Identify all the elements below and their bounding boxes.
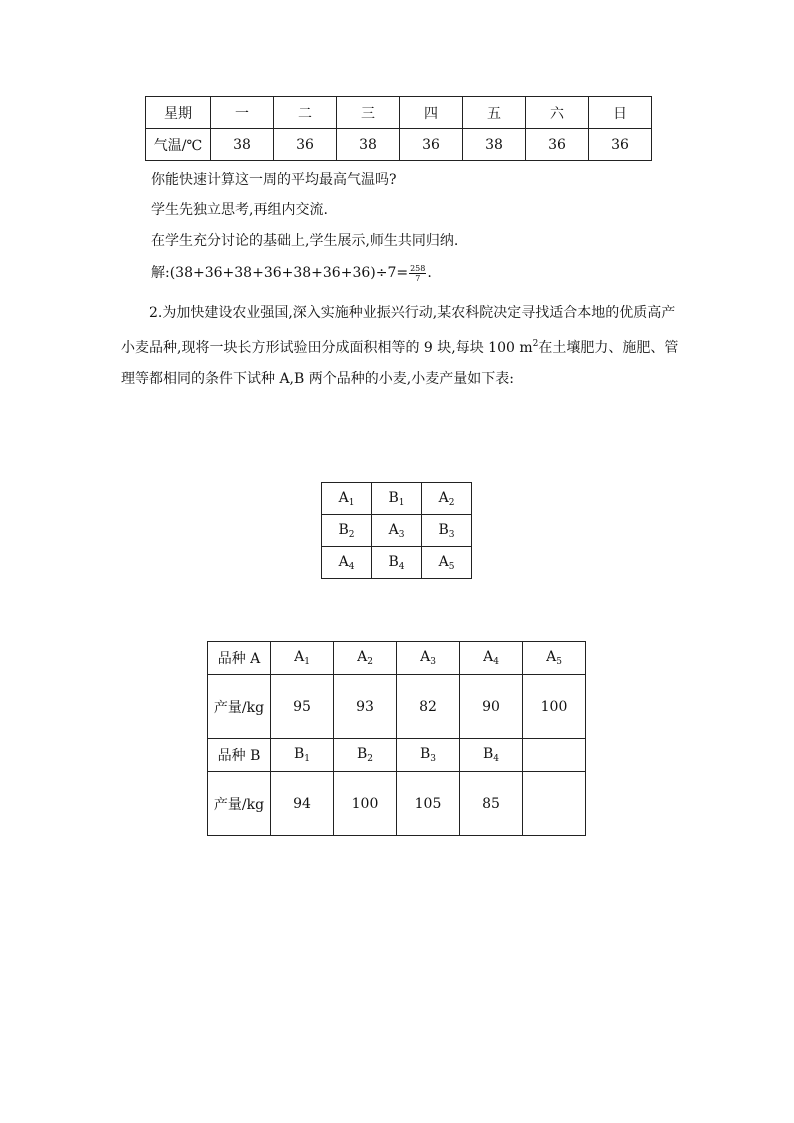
variety-a-row <box>208 642 586 675</box>
plot-cell: $B_3$ <box>422 515 472 547</box>
yield-value: 100 <box>523 675 586 739</box>
temp-cell: 38 <box>337 129 400 161</box>
temp-cell: 38 <box>211 129 274 161</box>
plot-cell: $B_2$ <box>322 515 372 547</box>
day-row <box>146 97 652 129</box>
plot-cell: $B_1$ <box>372 483 422 515</box>
solution-line <box>151 262 432 283</box>
temp-cell: 36 <box>400 129 463 161</box>
plot-label: $B_4$ <box>460 739 523 772</box>
day-cell: 二 <box>274 97 337 129</box>
day-cell: 一 <box>211 97 274 129</box>
day-cell: 四 <box>400 97 463 129</box>
plot-cell: $A_1$ <box>322 483 372 515</box>
plot-cell: $B_4$ <box>372 547 422 579</box>
step-independent-thinking: 学生先独立思考,再组内交流. <box>151 202 328 218</box>
variety-b-row <box>208 739 586 772</box>
grid-row <box>322 515 472 547</box>
yield-value: 100 <box>334 772 397 836</box>
plot-grid <box>321 482 472 579</box>
plot-label: $B_1$ <box>271 739 334 772</box>
step-discussion: 在学生充分讨论的基础上,学生展示,师生共同归纳. <box>151 233 459 249</box>
yield-label: 产量/kg <box>208 675 271 739</box>
empty-cell <box>523 739 586 772</box>
day-cell: 三 <box>337 97 400 129</box>
plot-label: $A_4$ <box>460 642 523 675</box>
day-cell: 日 <box>589 97 652 129</box>
problem-text-1: 2.为加快建设农业强国,深入实施种业振兴行动,某农科院决定寻找适合本地的优质高产小麦品种,现将一块长方形试验田分成面积相等的 9 块,每块 100 m <box>121 305 676 356</box>
solution-fraction <box>409 264 426 283</box>
grid-row <box>322 483 472 515</box>
yield-value: 90 <box>460 675 523 739</box>
plot-label: $A_1$ <box>271 642 334 675</box>
temp-row-header: 气温/℃ <box>146 129 211 161</box>
temp-row <box>146 129 652 161</box>
plot-label: $A_2$ <box>334 642 397 675</box>
temp-cell: 36 <box>589 129 652 161</box>
empty-cell <box>523 772 586 836</box>
fraction-numerator: 258 <box>410 263 426 273</box>
day-cell: 五 <box>463 97 526 129</box>
temperature-table <box>145 96 652 161</box>
plot-label: $B_3$ <box>397 739 460 772</box>
day-cell: 六 <box>526 97 589 129</box>
temp-cell: 36 <box>526 129 589 161</box>
grid-row <box>322 547 472 579</box>
solution-period: . <box>427 265 432 281</box>
plot-cell: $A_4$ <box>322 547 372 579</box>
variety-b-yield-row <box>208 772 586 836</box>
yield-value: 105 <box>397 772 460 836</box>
temp-cell: 38 <box>463 129 526 161</box>
plot-cell: $A_2$ <box>422 483 472 515</box>
yield-table <box>207 641 586 836</box>
variety-b-label: 品种 B <box>208 739 271 772</box>
variety-a-label: 品种 A <box>208 642 271 675</box>
yield-value: 85 <box>460 772 523 836</box>
solution-expression: 解:(38+36+38+36+38+36+36)÷7= <box>151 265 409 281</box>
yield-value: 95 <box>271 675 334 739</box>
variety-a-yield-row <box>208 675 586 739</box>
yield-label: 产量/kg <box>208 772 271 836</box>
question-text: 你能快速计算这一周的平均最高气温吗? <box>151 172 397 188</box>
plot-cell: $A_5$ <box>422 547 472 579</box>
plot-label: $B_2$ <box>334 739 397 772</box>
plot-label: $A_5$ <box>523 642 586 675</box>
problem-paragraph <box>121 298 681 395</box>
problem-text-2: 在土壤肥力、施肥、管理等都相同的条件下试种 A,B 两个品种的小麦,小麦产量如下表: <box>121 340 679 387</box>
yield-value: 93 <box>334 675 397 739</box>
plot-cell: $A_3$ <box>372 515 422 547</box>
area-exponent: 2 <box>532 339 539 349</box>
plot-label: $A_3$ <box>397 642 460 675</box>
temp-cell: 36 <box>274 129 337 161</box>
yield-value: 82 <box>397 675 460 739</box>
fraction-denominator: 7 <box>415 273 421 283</box>
day-row-header: 星期 <box>146 97 211 129</box>
yield-value: 94 <box>271 772 334 836</box>
